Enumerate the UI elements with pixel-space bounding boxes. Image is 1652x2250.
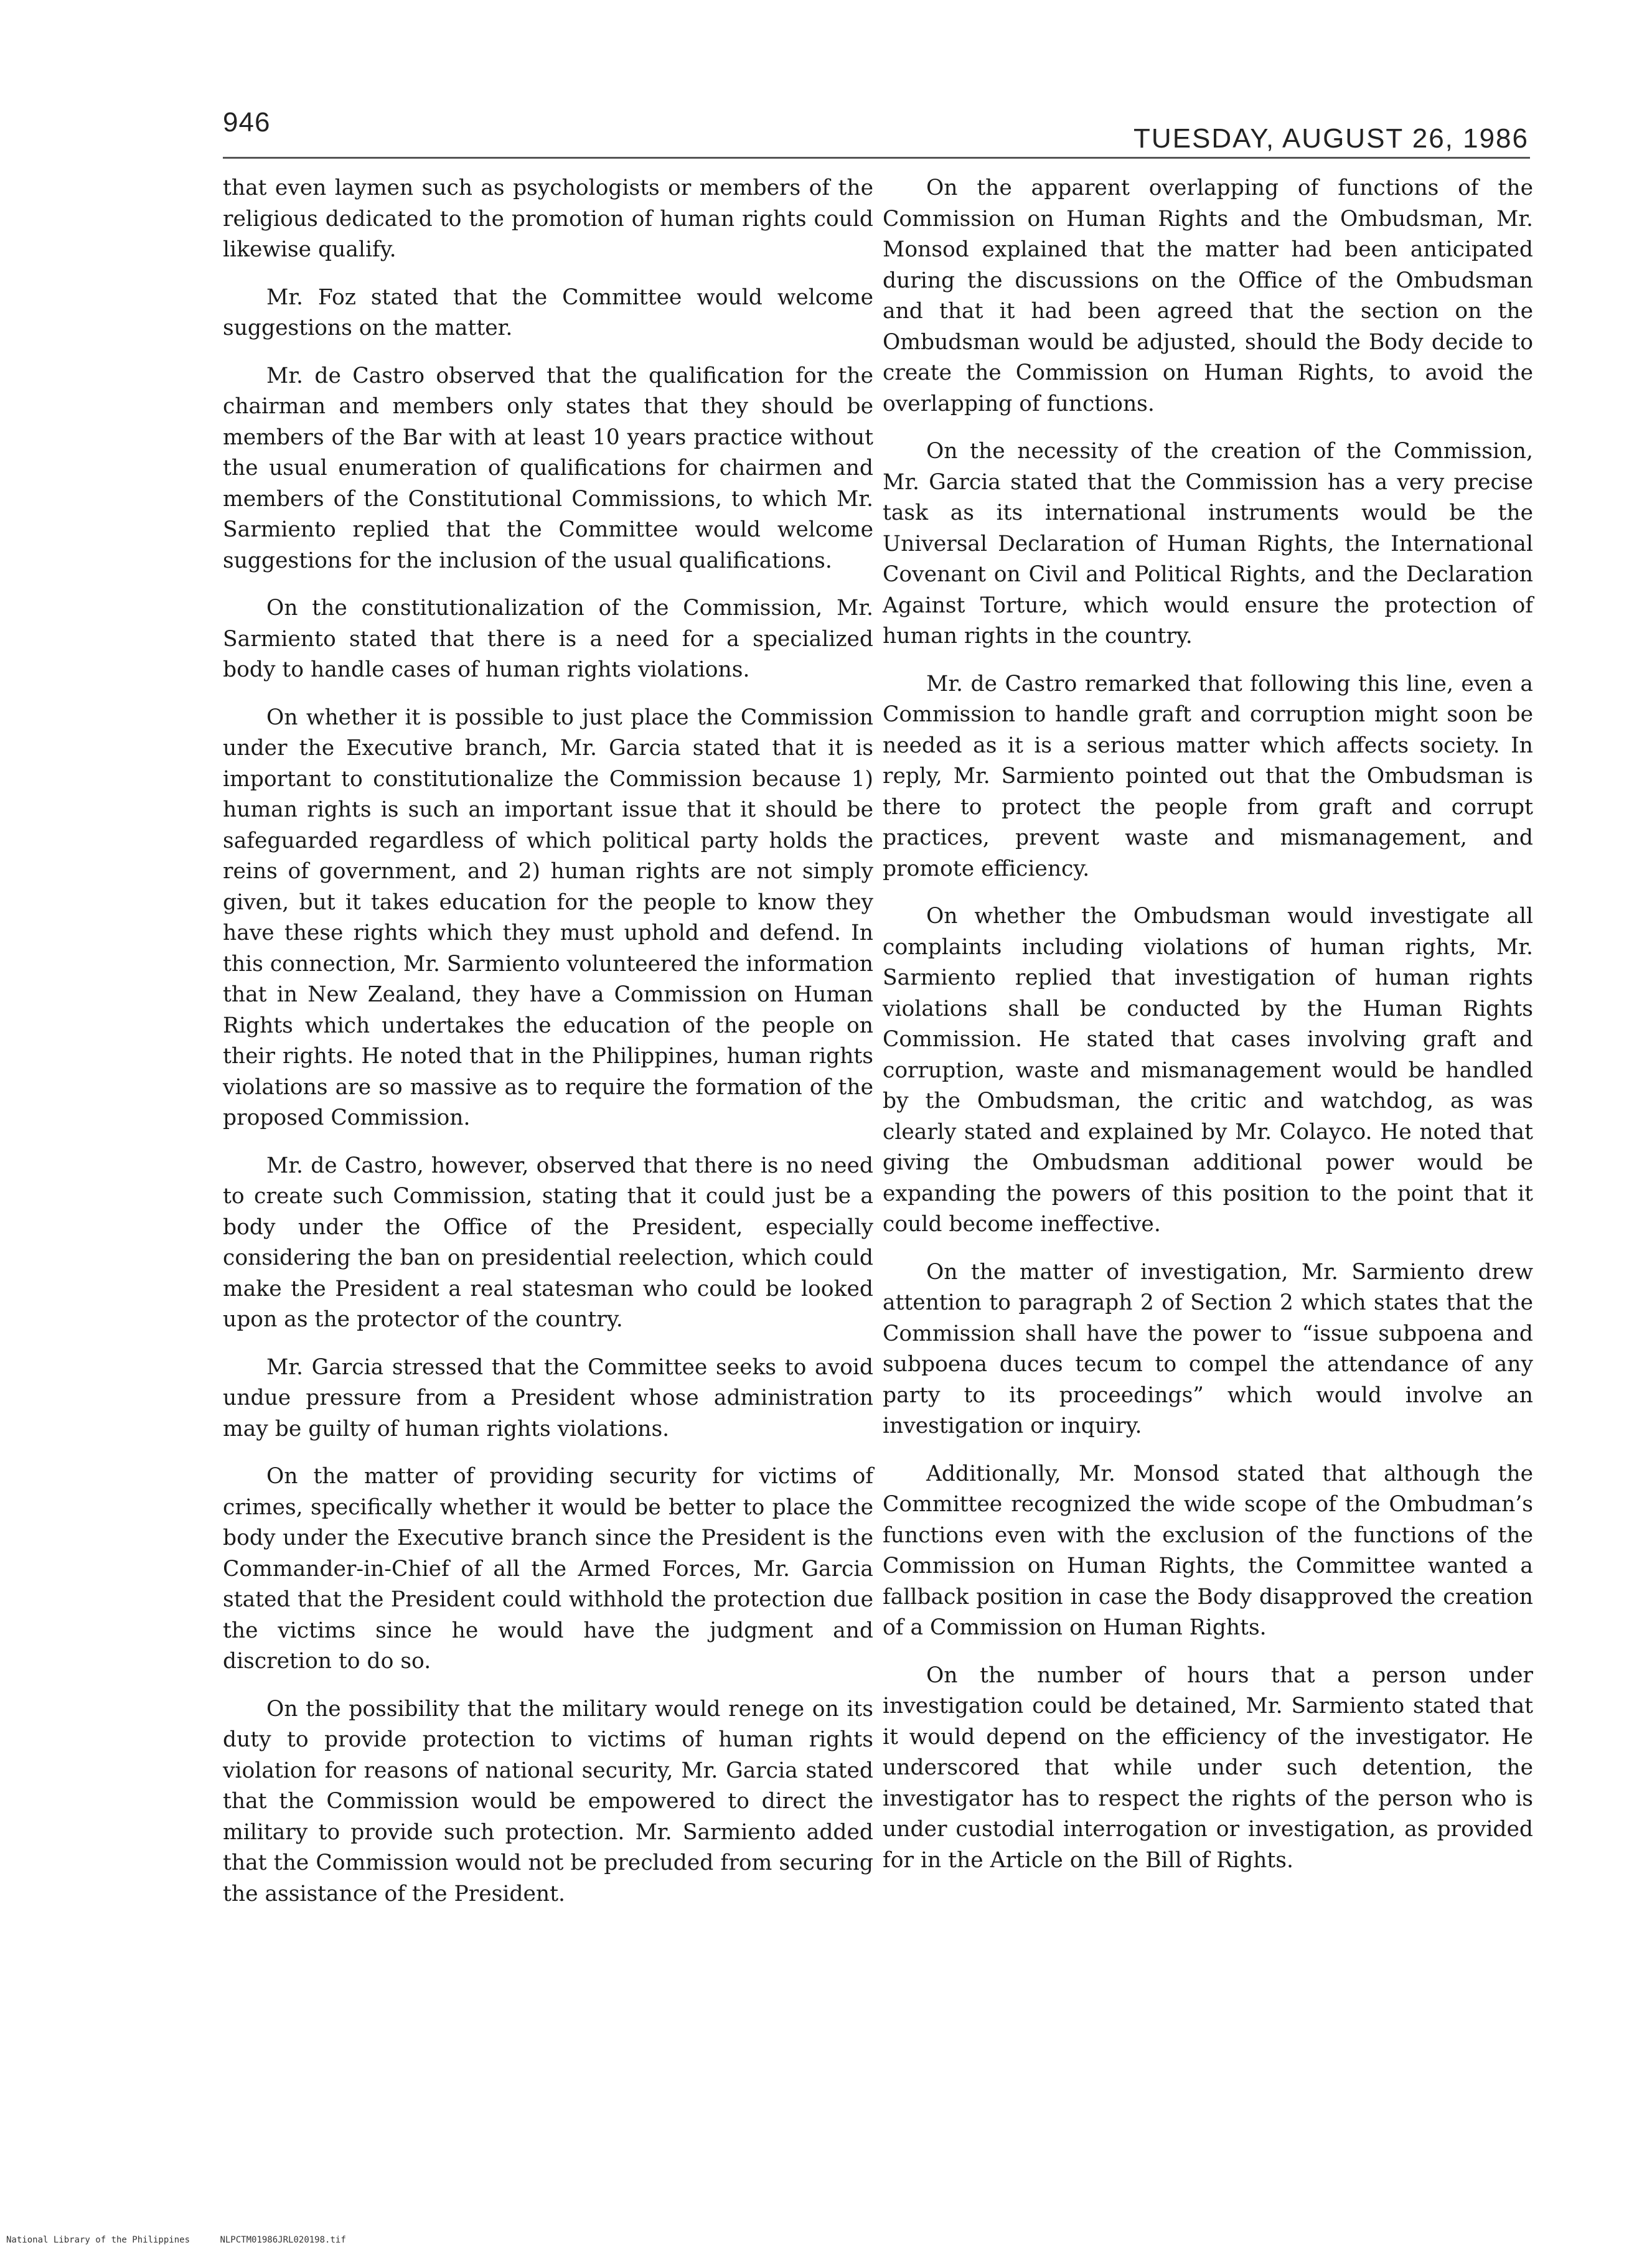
paragraph: Mr. de Castro remarked that following this line, even a Commission to handle graft and corruption might soon be needed as it is a serious matter which affects society. In reply, Mr. Sarmiento pointed out that the Ombudsman is there to protect the people from graft and corrupt practices, prevent waste and mismanagement, and promote efficiency. [883, 671, 1533, 881]
paragraph: Mr. de Castro observed that the qualification for the chairman and members only states that they should be members of the Bar with at least 10 years practice without the usual enumeration of qualifications for chairmen and members of the Constitutional Commissions, to which Mr. Sarmiento replied that the Committee would welcome suggestions for the inclusion of the usual qualifications. [223, 363, 873, 573]
library-credit: National Library of the Philippines [6, 2235, 190, 2245]
left-column [223, 173, 873, 1926]
page-date: TUESDAY, AUGUST 26, 1986 [1133, 123, 1529, 154]
paragraph: On whether it is possible to just place the Commission under the Executive branch, Mr. Garcia stated that it is important to constitutionalize the Commission because 1) human rights is such an important issue that it should be safeguarded regardless of which political party holds the reins of government, and 2) human rights are not simply given, but it takes education for the people to know they have these rights which they must uphold and defend. In this connection, Mr. Sarmiento volunteered the information that in New Zealand, they have a Commission on Human Rights which undertakes the education of the people on their rights. He noted that in the Philippines, human rights violations are so massive as to require the formation of the proposed Commission. [223, 705, 873, 1130]
paragraph: Mr. Garcia stressed that the Committee seeks to avoid undue pressure from a President whose administration may be guilty of human rights violations. [223, 1354, 873, 1441]
paragraph: Mr. de Castro, however, observed that there is no need to create such Commission, stating that it could just be a body under the Office of the President, especially considering the ban on presidential reelection, which could make the President a real statesman who could be looked upon as the protector of the country. [223, 1153, 873, 1332]
paragraph: that even laymen such as psychologists or members of the religious dedicated to the promotion of human rights could likewise qualify. [223, 176, 873, 262]
paragraph: On the matter of providing security for victims of crimes, specifically whether it would be better to place the body under the Executive branch since the President is the Commander-in-Chief of all the Armed Forces, Mr. Garcia stated that the President could withhold the protection due the victims since he would have the judgment and discretion to do so. [223, 1464, 873, 1674]
paragraph: On whether the Ombudsman would investigate all complaints including violations of human rights, Mr. Sarmiento replied that investigation of human rights violations shall be conducted by the Human Rights Commission. He stated that cases involving graft and corruption, waste and mismanagement would be handled by the Ombudsman, the critic and watchdog, as was clearly stated and explained by Mr. Colayco. He noted that giving the Ombudsman additional power would be expanding the powers of this position to the point that it could become ineffective. [883, 904, 1533, 1237]
paragraph: Mr. Foz stated that the Committee would welcome suggestions on the matter. [223, 284, 873, 340]
paragraph: On the necessity of the creation of the Commission, Mr. Garcia stated that the Commission has a very precise task as its international instruments would be the Universal Declaration of Human Rights, the International Covenant on Civil and Political Rights, and the Declaration Against Torture, which would ensure the protection of human rights in the country. [883, 439, 1533, 649]
scan-footer [6, 2235, 346, 2245]
paragraph: On the apparent overlapping of functions of the Commission on Human Rights and the Ombudsman, Mr. Monsod explained that the matter had been anticipated during the discussions on the Office of the Ombudsman and that it had been agreed that the section on the Ombudsman would be adjusted, should the Body decide to create the Commission on Human Rights, to avoid the overlapping of functions. [883, 176, 1533, 416]
file-id: NLPCTM01986JRL020198.tif [220, 2235, 346, 2245]
paragraph: On the matter of investigation, Mr. Sarmiento drew attention to paragraph 2 of Section 2 which states that the Commission shall have the power to “issue subpoena and subpoena duces tecum to compel the attendance of any party to its proceedings” which would involve an investigation or inquiry. [883, 1259, 1533, 1438]
paragraph: On the number of hours that a person under investigation could be detained, Mr. Sarmiento stated that it would depend on the efficiency of the investigator. He underscored that while under such detention, the investigator has to respect the rights of the person who is under custodial interrogation or investigation, as provided for in the Article on the Bill of Rights. [883, 1662, 1533, 1873]
paragraph: Additionally, Mr. Monsod stated that although the Committee recognized the wide scope of the Ombudman’s functions even with the exclusion of the functions of the Commission on Human Rights, the Committee wanted a fallback position in case the Body disapproved the creation of a Commission on Human Rights. [883, 1461, 1533, 1640]
page-number: 946 [223, 107, 271, 138]
paragraph: On the possibility that the military would renege on its duty to provide protection to victims of human rights violation for reasons of national security, Mr. Garcia stated that the Commission would be empowered to direct the military to provide such protection. Mr. Sarmiento added that the Commission would not be precluded from securing the assistance of the President. [223, 1696, 873, 1906]
header-rule [223, 157, 1530, 159]
right-column [883, 173, 1533, 1893]
paragraph: On the constitutionalization of the Commission, Mr. Sarmiento stated that there is a need for a specialized body to handle cases of human rights violations. [223, 596, 873, 682]
